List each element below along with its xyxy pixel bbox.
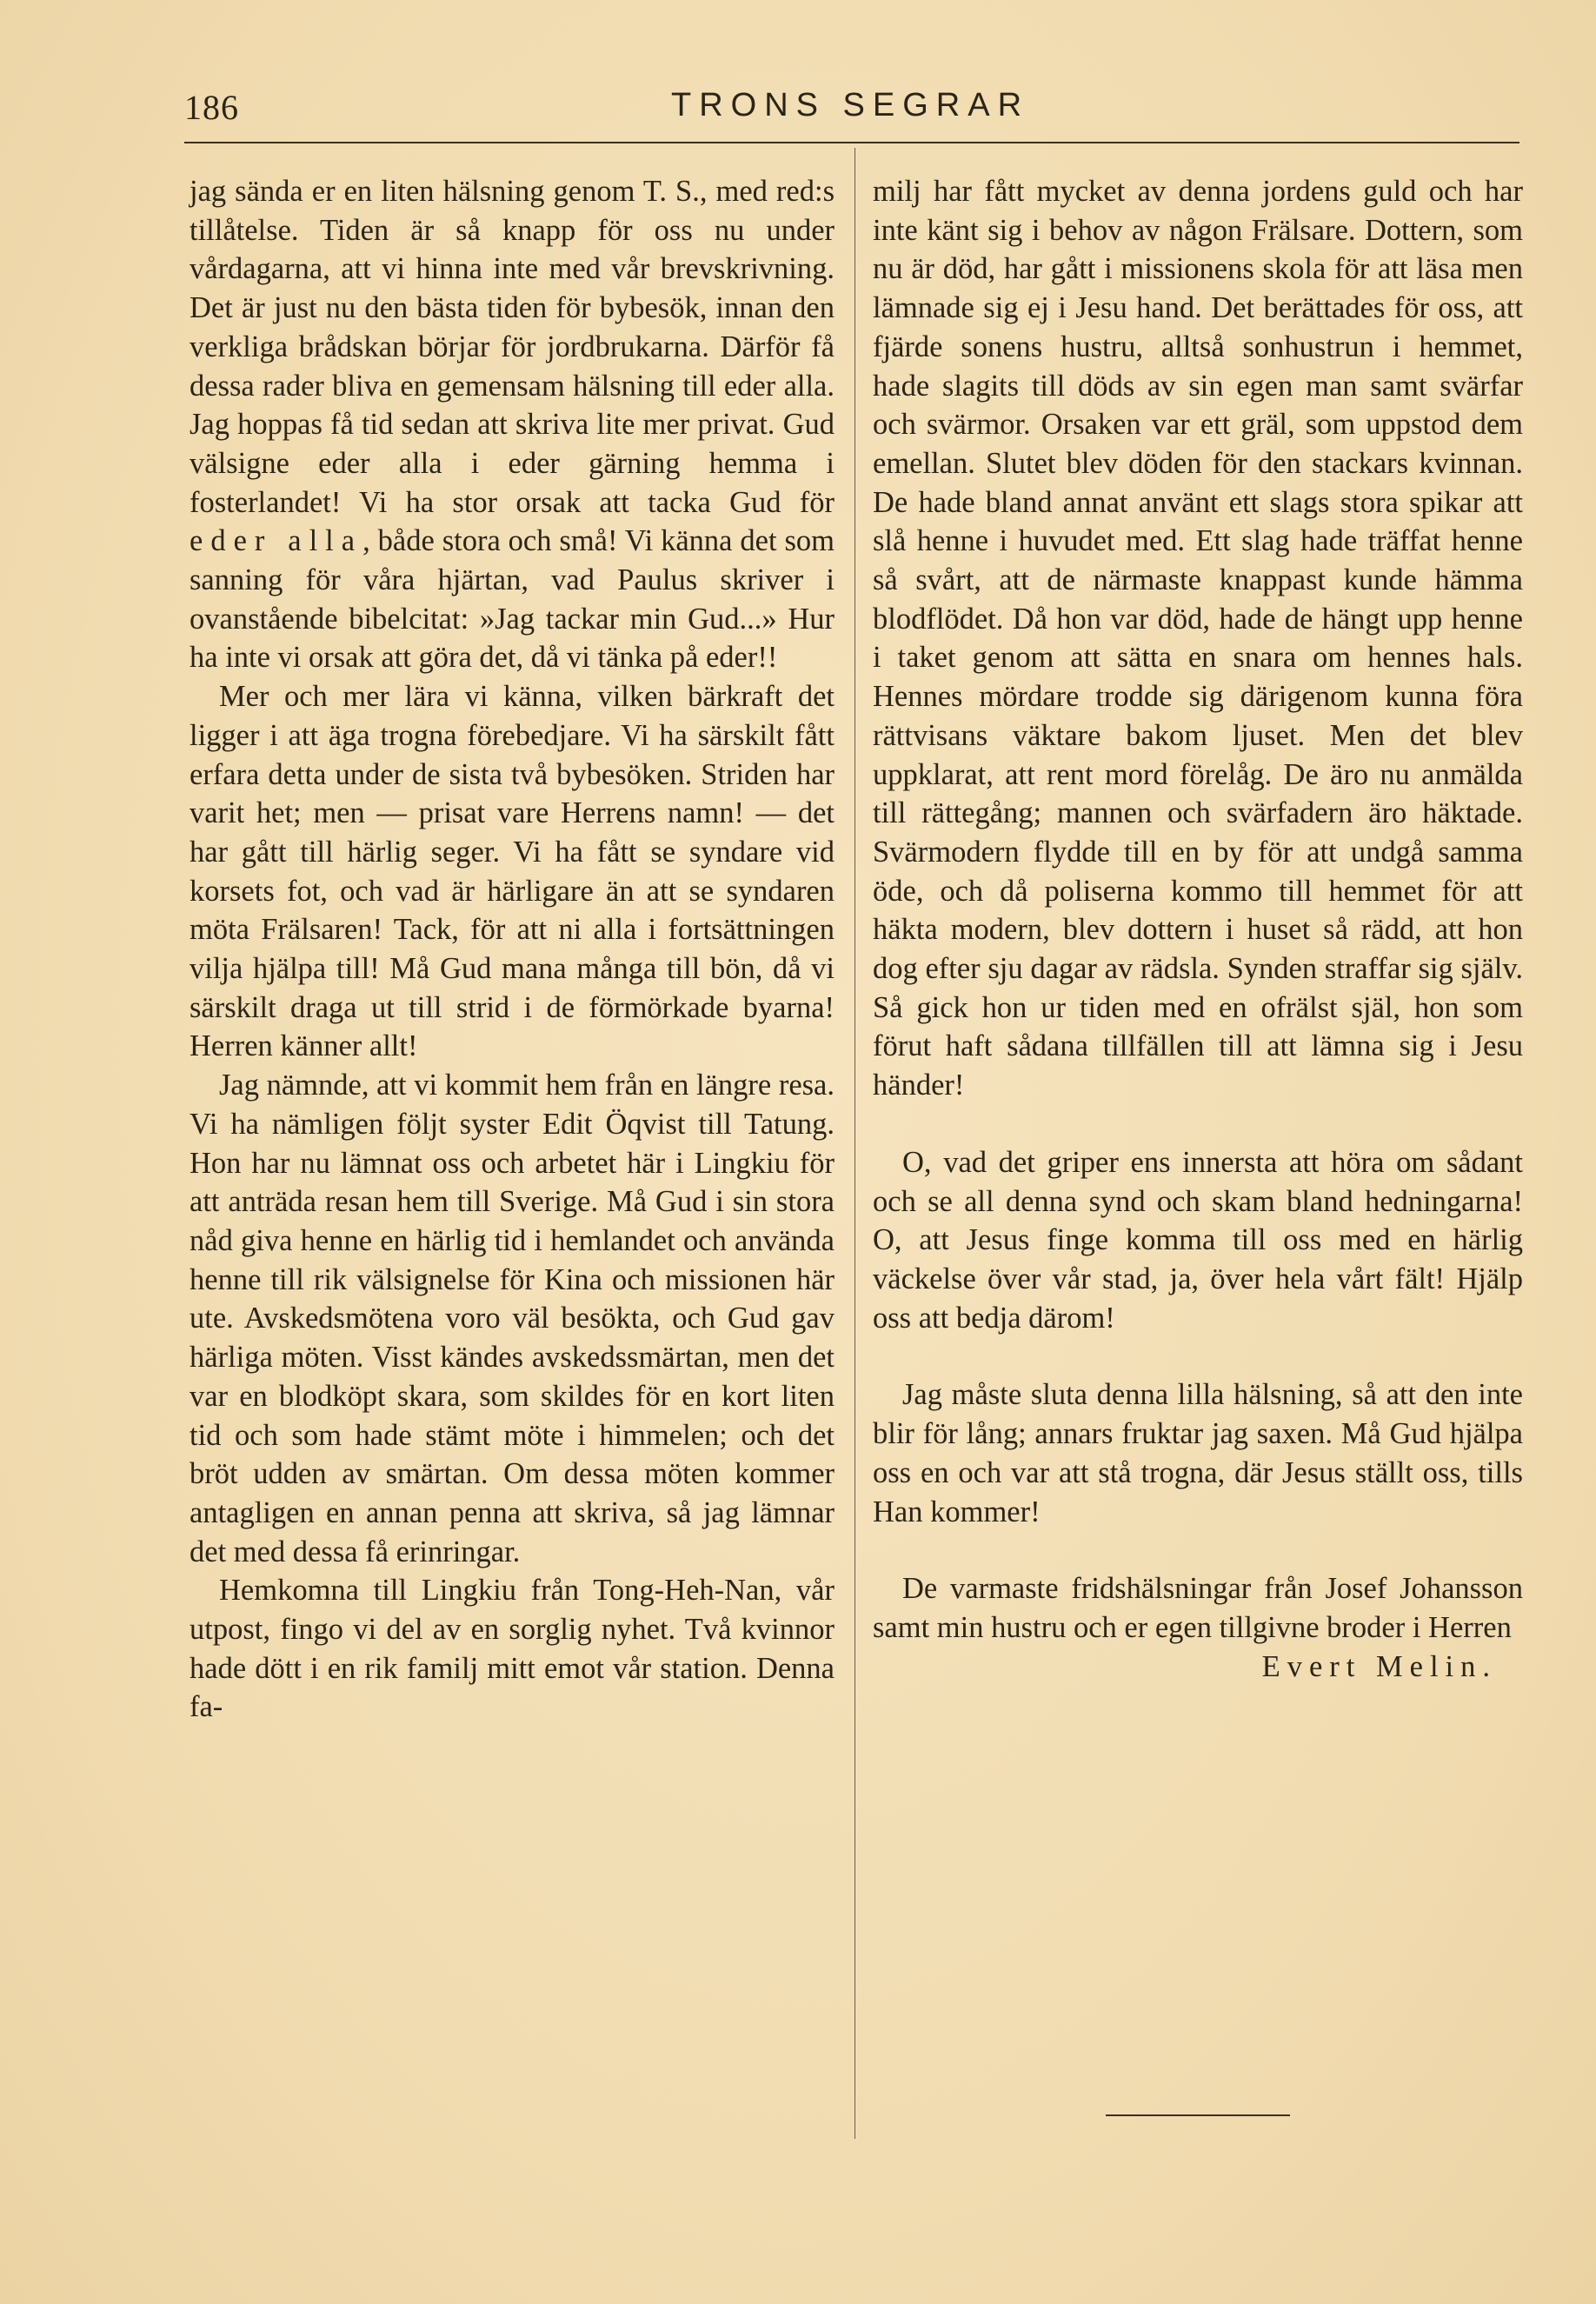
running-title: TRONS SEGRAR bbox=[671, 87, 1030, 123]
right-paragraph-3: Jag måste sluta denna lilla hälsning, så att den inte blir för lång; annars fruktar jag saxen. Må Gud hjälpa oss en och var att stå trogna, där Jesus ställt oss, tills Han kommer! bbox=[873, 1378, 1523, 1528]
right-paragraph-4: De varmaste fridshälsningar från Josef Johansson samt min hustru och er egen tillgivne broder i Herren bbox=[873, 1572, 1523, 1644]
end-rule bbox=[1106, 2114, 1290, 2116]
right-paragraph-2: O, vad det griper ens innersta att höra om sådant och se all denna synd och skam bland hedningarna! O, att Jesus finge komma till oss med en härlig väckelse över vår stad, ja, över hela vårt fält! Hjälp oss att bedja därom! bbox=[873, 1145, 1523, 1335]
left-paragraph-3: Jag nämnde, att vi kommit hem från en längre resa. Vi ha nämligen följt syster Edit Öqvist till Tatung. Hon har nu lämnat oss och arbetet här i Lingkiu för att anträda resan hem till Sverige. Må Gud i sin stora nåd giva henne en härlig tid i hemlandet och använda henne till rik välsignelse för Kina och missionen här ute. Avskedsmötena voro väl besökta, och Gud gav härliga möten. Visst kändes avskedssmärtan, men det var en blodköpt skara, som skildes för en kort liten tid och som hade stämt möte i himmelen; och det bröt udden av smärtan. Om dessa möten kommer antagligen en annan penna att skriva, så jag lämnar det med dessa få erinringar. bbox=[190, 1069, 835, 1568]
page-number: 186 bbox=[184, 88, 239, 127]
header-rule bbox=[184, 142, 1520, 143]
left-column bbox=[190, 172, 835, 1727]
left-paragraph-4: Hemkomna till Lingkiu från Tong-Heh-Nan, vår utpost, fingo vi del av en sorglig nyhet. Två kvinnor hade dött i en rik familj mitt emot vår station. Denna fa- bbox=[190, 1574, 835, 1724]
emphasis-spaced: eder alla bbox=[190, 524, 363, 558]
right-paragraph-1: milj har fått mycket av denna jordens guld och har inte känt sig i behov av någon Frälsare. Dottern, som nu är död, har gått i missionens skola för att läsa men lämnade sig ej i Jesu hand. Det berättades för oss, att fjärde sonens hustru, alltså sonhustrun i hemmet, hade slagits till döds av sin egen man samt svärfar och svärmor. Orsaken var ett gräl, som uppstod dem emellan. Slutet blev döden för den stackars kvinnan. De hade bland annat använt ett slags stora spikar att slå henne i huvudet med. Ett slag hade träffat henne så svårt, att de närmaste knappast kunde hämma blodflödet. Då hon var död, hade de hängt upp henne i taket genom att sätta en snara om hennes hals. Hennes mördare trodde sig därigenom kunna föra rättvisans väktare bakom ljuset. Men det blev uppklarat, att rent mord förelåg. De äro nu anmälda till rättegång; mannen och svärfadern äro häktade. Svärmodern flydde till en by för att undgå samma öde, och då poliserna kommo till hemmet för att häkta modern, blev dottern i huset så rädd, att hon dog efter sju dagar av rädsla. Synden straffar sig själv. Så gick hon ur tiden med en ofrälst själ, hon som förut haft sådana tillfällen till att lämna sig i Jesu händer! bbox=[873, 175, 1523, 1102]
signature: Evert Melin. bbox=[1261, 1649, 1497, 1683]
page-header bbox=[184, 87, 1520, 139]
left-paragraph-1: jag sända er en liten hälsning genom T. S., med red:s tillåtelse. Tiden är så knapp för oss nu under vårdagarna, att vi hinna inte med vår brevskrivning. Det är just nu den bästa tiden för bybesök, innan den verkliga brådskan börjar för jordbrukarna. Därför få dessa rader bliva en gemensam hälsning till eder alla. Jag hoppas få tid sedan att skriva lite mer privat. Gud välsigne eder alla i eder gärning hemma i fosterlandet! Vi ha stor orsak att tacka Gud för eder alla, både stora och små! Vi känna det som sanning för våra hjärtan, vad Paulus skriver i ovanstående bibelcitat: »Jag tackar min Gud...» Hur ha inte vi orsak att göra det, då vi tänka på eder!! bbox=[190, 175, 835, 675]
left-paragraph-2: Mer och mer lära vi känna, vilken bärkraft det ligger i att äga trogna förebedjare. Vi ha särskilt fått erfara detta under de sista två bybesöken. Striden har varit het; men — prisat vare Herrens namn! — det har gått till härlig seger. Vi ha fått se syndare vid korsets fot, och vad är härligare än att se syndaren möta Frälsaren! Tack, för att ni alla i fortsättningen vilja hjälpa till! Må Gud mana många till bön, då vi särskilt draga ut till strid i de förmörkade byarna! Herren känner allt! bbox=[190, 680, 835, 1063]
right-column bbox=[873, 172, 1523, 1686]
